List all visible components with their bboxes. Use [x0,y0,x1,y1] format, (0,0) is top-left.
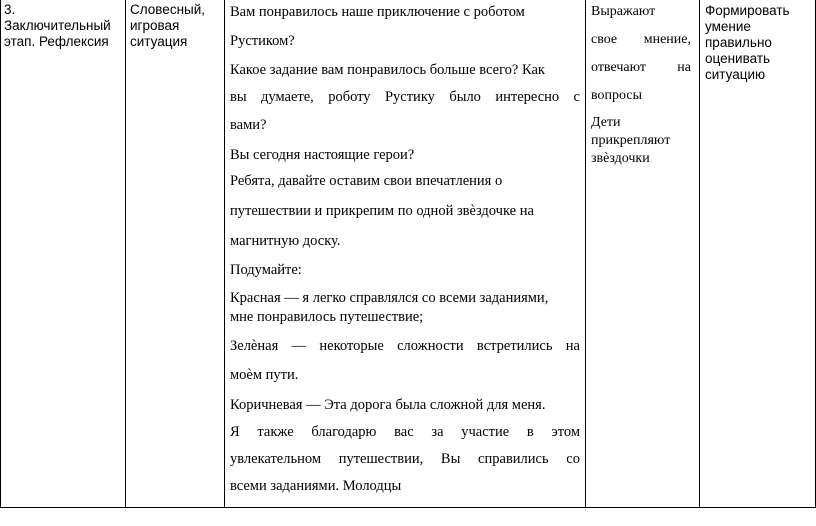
goal-line: ситуацию [705,67,766,82]
stage-title-line: Заключительный [4,18,111,33]
text-line: вами? [230,117,267,133]
text-line: Рустиком? [230,33,295,49]
text-line: вопросы [591,88,642,103]
text-line: мне понравилось путешествие; [230,309,424,325]
text-line: Красная — я легко справлялся со всеми заданиями, [230,290,549,306]
stage-number: 3. [4,2,16,17]
table-border-col3 [585,0,586,508]
goal-line: умение [705,19,751,34]
goal-line: правильно [705,35,772,50]
goal-line: оценивать [705,51,771,66]
table-border-col4 [699,0,700,508]
table-border-bottom [0,507,816,508]
text-line: прикрепляют [591,133,671,148]
text-line: Вам понравилось наше приключение с роботом [230,4,525,20]
text-line: Вы сегодня настоящие герои? [230,147,415,163]
text-line: звѐздочки [591,151,650,166]
text-line: Подумайте: [230,262,302,278]
text-line: Какое задание вам понравилось больше всего? Как [230,62,545,78]
text-line: отвечают на [591,60,691,75]
text-line: вы думаете, роботу Рустику было интересно с [230,89,580,105]
text-line: Коричневая — Эта дорога была сложной для меня. [230,397,546,413]
text-line: Зелѐная — некоторые сложности встретились на [230,338,580,354]
text-line: магнитную доску. [230,233,341,249]
text-line: Дети [591,115,621,130]
stage-title-line: этап. Рефлексия [4,34,109,49]
text-line: путешествии и прикрепим по одной звѐздочке на [230,203,534,219]
stage-cell [4,2,124,50]
text-line: Я также благодарю вас за участие в этом [230,424,580,440]
method-line: Словесный, [130,2,206,17]
goals-cell [705,3,813,83]
text-line: Ребята, давайте оставим свои впечатления о [230,173,503,189]
text-line: увлекательном путешествии, Вы справились со [230,451,580,467]
text-line: моѐм пути. [230,367,299,383]
method-cell [130,2,224,50]
text-line: всеми заданиями. Молодцы [230,478,402,494]
table-border-left [0,0,1,508]
goal-line: Формировать [705,3,790,18]
method-line: игровая [130,18,180,33]
text-line: свое мнение, [591,32,691,47]
method-line: ситуация [130,34,188,49]
text-line: Выражают [591,4,656,19]
table-border-col1 [125,0,126,508]
table-border-col2 [224,0,225,508]
